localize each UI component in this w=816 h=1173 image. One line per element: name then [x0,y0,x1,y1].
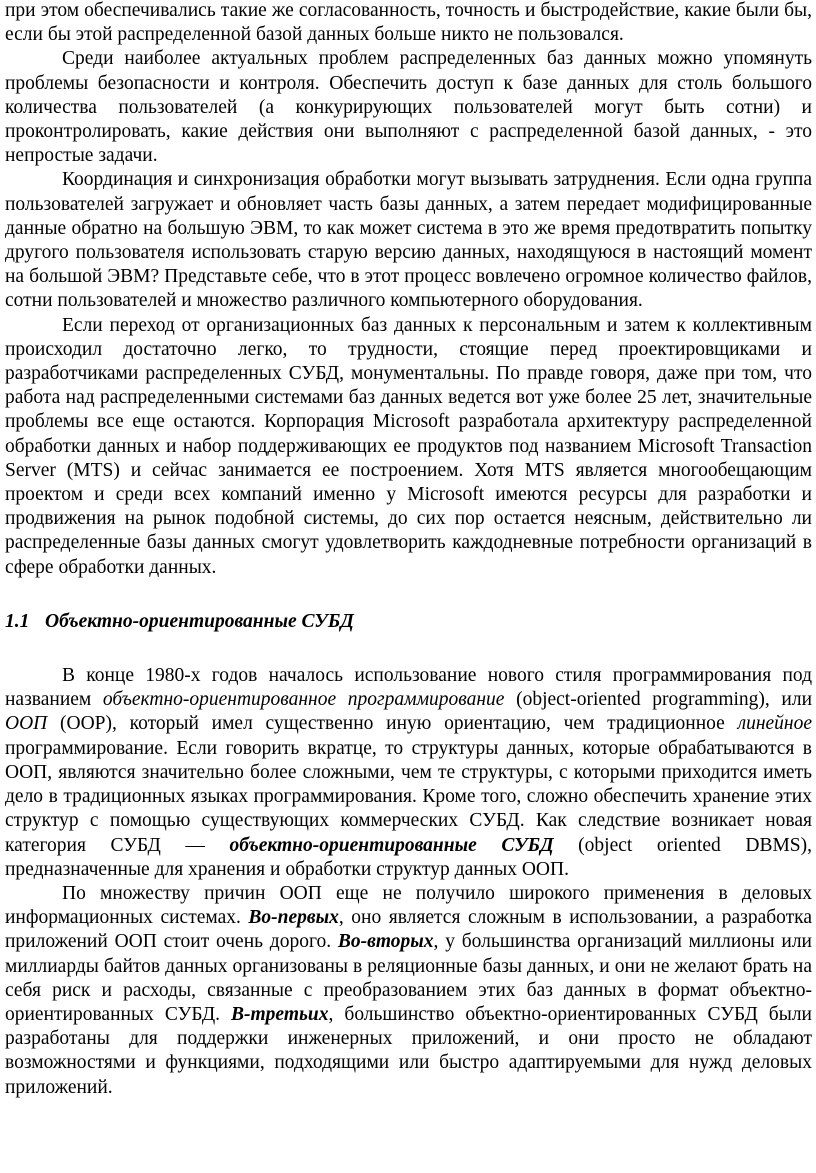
term-oop-full: объектно-ориентированное программирование [102,689,505,711]
text-run: , оно является сложным в использовании, а разработка приложений ООП стоит очень дорого. [5,907,812,953]
paragraph-coordination: Координация и синхронизация обработки могут вызывать затруднения. Если одна группа пользователей загружает и обновляет часть базы данных, а затем передает модифицированные данные обратно на большую ЭВМ, то как может система в это же время предотвратить попытку другого пользователя использовать старую версию данных, находящуюся в настоящий момент на большой ЭВМ? Представьте себе, что в этот процесс вовлечено огромное количество файлов, сотни пользователей и множество различного компьютерного оборудования. [5,169,812,312]
text-run: В конце 1980-х годов началось использование нового стиля программирования под названием [5,665,812,711]
paragraph-distributed-dbms-difficulties: Если переход от организационных баз данных к персональным и затем к коллективным происходил достаточно легко, то трудности, стоящие перед проектировщиками и разработчиками распределенных СУБД, монументальны. По правде говоря, даже при том, что работа над распределенными системами баз данных ведется вот уже более 25 лет, значительные проблемы все еще остаются. Корпорация Microsoft разработала архитектуру распределенной обработки данных и набор поддерживающих ее продуктов под названием Microsoft Transaction Server (MTS) и сейчас занимается ее построением. Хотя MTS является многообещающим проектом и среди всех компаний именно у Microsoft имеются ресурсы для разработки и продвижения на рынок подобной системы, до сих пор остается неясным, действительно ли распределенные базы данных смогут удовлетворить каждодневные потребности организаций в сфере обработки данных. [5,314,812,578]
section-number: 1.1 [5,610,30,632]
document-page [5,0,812,1100]
paragraph-security-problems: Среди наиболее актуальных проблем распределенных баз данных можно упомянуть проблемы безопасности и контроля. Обеспечить доступ к базе данных для столь большого количества пользователей (а конкурирующих пользователей могут быть сотни) и проконтролировать, какие действия они выполняют с распределенной базой данных, - это непростые задачи. [5,48,812,167]
text-run: (ООР), который имел существенно иную ориентацию, чем традиционное [47,713,738,735]
term-oop: ООП [5,713,48,735]
term-third: В-третьих [231,1003,329,1025]
paragraph-oop-reasons [5,882,812,1100]
text-run: (object-oriented programming), или [504,689,813,711]
term-first: Во-первых [248,907,339,929]
term-linear: линейное [737,713,812,735]
paragraph-oop-intro [5,664,812,882]
text-run: , у большинства организаций миллионы или миллиарды байтов данных организованы в реляционные базы данных, и они не желают брать на себя риск и расходы, связанные с преобразованием этих баз данных в формат объектно-ориентированных СУБД. [5,931,812,1025]
section-title: Объектно-ориентированные СУБД [45,610,354,632]
text-run: По множеству причин ООП еще не получило широкого применения в деловых информационных системах. [5,882,812,929]
paragraph-continuation: при этом обеспечивались такие же согласованность, точность и быстродействие, какие были бы, если бы этой распределенной базой данных больше никто не пользовался. [5,0,812,46]
text-run: , большинство объектно-ориентированных СУБД были разработаны для поддержки инженерных приложений, и они просто не обладают возможностями и функциями, подходящими или быстро адаптируемыми для нужд деловых приложений. [5,1003,812,1098]
term-oodbms: объектно-ориентированные СУБД [229,834,554,856]
text-run: (object oriented DBMS), предназначенные для хранения и обработки структур данных ООП. [5,834,812,880]
term-second: Во-вторых [337,931,434,953]
text-run: программирование. Если говорить вкратце, то структуры данных, которые обрабатываются в ООП, являются значительно более сложными, чем те структуры, с которыми приходится иметь дело в традиционных языках программирования. Кроме того, сложно обеспечить хранение этих структур с помощью существующих коммерческих СУБД. Как следствие возникает новая категория СУБД — [5,737,812,856]
section-heading [5,610,812,634]
